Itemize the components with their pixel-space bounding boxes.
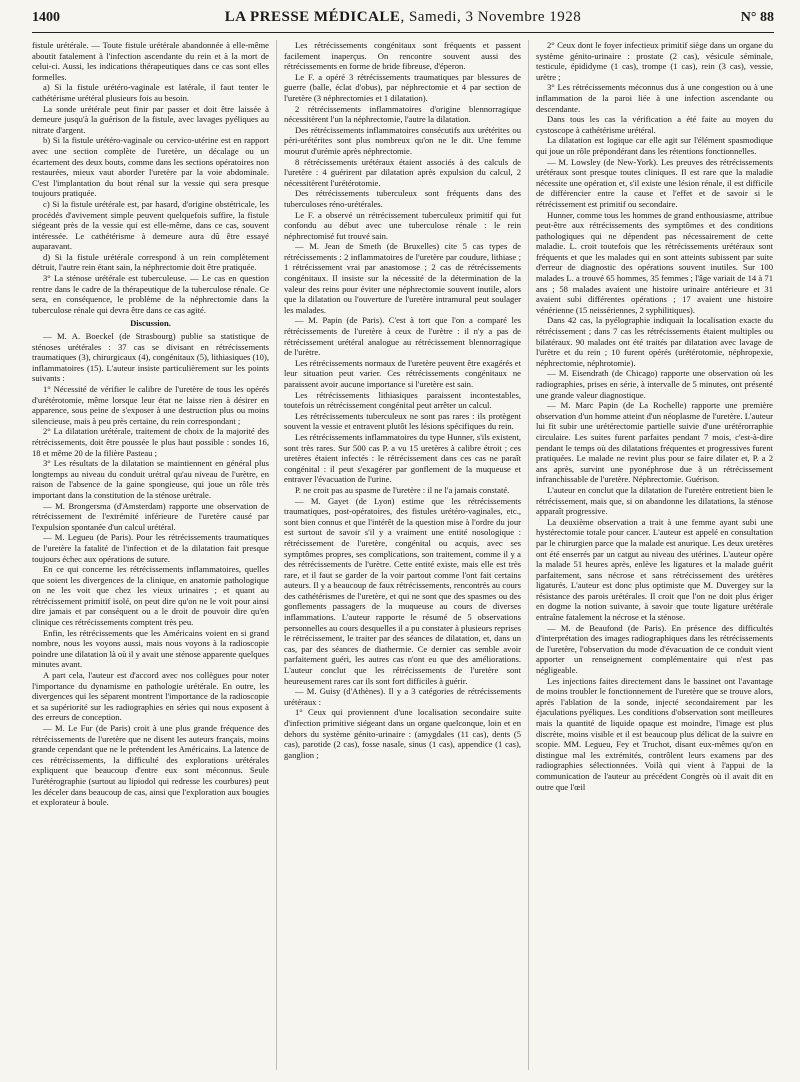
issue-date: , Samedi, 3 Novembre 1928 — [400, 9, 582, 25]
paragraph: Les rétrécissements lithiasiques paraissent incontestables, toutefois un rétrécissement congénital peut arrêter un calcul. — [284, 389, 521, 411]
paragraph: c) Si la fistule urétérale est, par hasard, d'origine obstétricale, les procédés d'avivement simple peuvent quelquefois suffire, la fistule siégeant près de la vessie qui est elle-même, dans ce cas, souvent intéressée. Le cathétérisme à demeure aura dû être essayé auparavant. — [32, 198, 269, 252]
paragraph: En ce qui concerne les rétrécissements inflammatoires, quelles que soient les divergences de la clinique, en anatomie pathologique on ne les voit que chez les vieux urinaires ; et quant au rétrécissement primitif isolé, on peut dire qu'on ne le voit pour ainsi dire jamais et par conséquent ou a le droit de pouvoir dire qu'en clinique ces rétrécissements comptent très peu. — [32, 564, 269, 628]
paragraph: — M. Le Fur (de Paris) croit à une plus grande fréquence des rétrécissements de l'uretère que ne disent les auteurs français, moins grande cependant que ne le prétendent les Américains. La latence de ces rétrécissements, la difficulté des explorations urétérales expliquent que beaucoup d'entre eux sont méconnus. Seule l'urétérographie (surtout au lipiodol qui redresse les courbures) peut les déceler dans beaucoup de cas, ainsi que l'exploration aux bougies et explorateur à boule. — [32, 723, 269, 808]
paragraph: — M. Legueu (de Paris). Pour les rétrécissements traumatiques de l'uretère la fatalité de l'infection et de la dilatation fait presque toujours échec aux opérations de suture. — [32, 532, 269, 564]
paragraph: L'auteur en conclut que la dilatation de l'uretère entretient bien le rétrécissement, mais que, si on abandonne les dilatations, la sténose apparaît progressive. — [536, 484, 773, 517]
paragraph: A part cela, l'auteur est d'accord avec nos collègues pour noter l'importance du dynamisme en pathologie urétérale. En outre, les divergences qui les séparent montrent l'importance de la radioscopie et sa supériorité sur les radiographies en séries qui nous exposent à des erreurs de conception. — [32, 670, 269, 723]
paragraph: — M. Marc Papin (de La Rochelle) rapporte une première observation d'un homme atteint d'un néoplasme de l'uretère. L'auteur lui fit subir une urétérectomie partielle suivie d'une urétérorraphie circulaire. Les suites furent parfaites pendant 7 mois, c'est-à-dire pendant le temps où des dilatations fréquentes et progressives furent pratiquées. Le malade ne revint plus pour se faire dilater et, P. a 2 ans après, survint une pyonéphrose due à un rétrécissement infranchissable de l'uretère. Néphrectomie. Guérison. — [536, 400, 773, 485]
paragraph: a) Si la fistule urétéro-vaginale est latérale, il faut tenter le cathétérisme urétéral plusieurs fois au besoin. — [32, 82, 269, 103]
text-column-2 — [284, 40, 521, 1076]
paragraph: — M. Papin (de Paris). C'est à tort que l'on a comparé les rétrécissements de l'uretère à ceux de l'urètre : il n'y a pas de rétrécissement urétéral analogue au rétrécissement blennorragique de l'urètre. — [284, 315, 521, 358]
page-number: 1400 — [32, 10, 60, 25]
paragraph: — M. Guisy (d'Athènes). Il y a 3 catégories de rétrécissements urétéraux : — [284, 686, 521, 707]
paragraph: Les rétrécissements normaux de l'uretère peuvent être exagérés et leur situation peut varier. Ces rétrécissements congénitaux ne paraissent avoir aucune importance si l'uretère est sain. — [284, 357, 521, 389]
paragraph: Hunner, comme tous les hommes de grand enthousiasme, attribue peut-être aux rétrécissements des symptômes et des conditions pathologiques qui ne dépendent pas nécessairement de cette maladie. L. croit toutefois que les rétrécissements urétéraux sont fréquents et que les malades qui en sont atteints subissent par suite d'erreur de diagnostic des opérations souvent inutiles. Sur 100 malades L. a trouvé 65 hommes, 35 femmes ; l'âge variait de 14 à 71 ans ; 58 malades avaient une histoire urinaire antérieure et 31 avaient subi différentes opérations ; 17 avaient une histoire vénérienne (15 neissériennes, 2 syphilitiques). — [536, 209, 773, 315]
page-header — [32, 6, 774, 33]
paragraph: — M. Brongersma (d'Amsterdam) rapporte une observation de rétrécissement de l'extrémité inférieure de l'uretère causé par l'expulsion spontanée d'un calcul urétéral. — [32, 500, 269, 532]
paragraph: La sonde urétérale peut finir par passer et doit être laissée à demeure jusqu'à la guérison de la fistule, avec lavages pyéliques au nitrate d'argent. — [32, 103, 269, 135]
paragraph: — M. Lowsley (de New-York). Les preuves des rétrécissements urétéraux sont presque toutes cliniques. Il est rare que la maladie nécessite une opération et, s'il existe une lésion rénale, il est difficile de différencier entre la cause et l'effet et de savoir si le rétrécissement est primitif ou secondaire. — [536, 156, 773, 209]
journal-name: LA PRESSE MÉDICALE — [224, 9, 401, 25]
paragraph: — M. Eisendrath (de Chicago) rapporte une observation où les radiographies, prises en série, à intervalle de 5 minutes, ont présenté une grande valeur diagnostique. — [536, 368, 773, 400]
paragraph: Enfin, les rétrécissements que les Américains voient en si grand nombre, nous les voyons aussi, mais nous voyons à la radioscopie poindre une dilatation là où il y avait une sténose apparente quelques minutes avant. — [32, 627, 269, 670]
paragraph: 3° Les rétrécissements méconnus dus à une congestion ou à une inflammation de la paroi liée à une infection ascendante ou descendante. — [536, 82, 773, 114]
paragraph: fistule urétérale. — Toute fistule urétérale abandonnée à elle-même aboutit fatalement à l'infection ascendante du rein et à la mort de celui-ci. Aussi, les indications thérapeutiques dans ce cas sont elles formelles. — [32, 40, 269, 82]
column-divider — [528, 40, 529, 1070]
paragraph: 1° Ceux qui proviennent d'une localisation secondaire suite d'infection primitive siégeant dans un organe quelconque, loin et en dehors du système génito-urinaire : (amygdales (11 cas), dents (5 cas), parotide (2 cas), fosse nasale, sinus (1 cas), appendice (1 cas), ganglion ; — [284, 707, 521, 760]
paragraph: 2 rétrécissements inflammatoires d'origine blennorragique nécessitèrent l'un la néphrectomie, l'autre la dilatation. — [284, 103, 521, 125]
paragraph: P. ne croit pas au spasme de l'uretère : il ne l'a jamais constaté. — [295, 484, 510, 495]
section-heading: Discussion. — [130, 318, 171, 329]
paragraph: Les rétrécissements tuberculeux ne sont pas rares : ils protègent souvent la vessie et entravent plutôt les lésions spécifiques du rein. — [284, 410, 521, 432]
paragraph: b) Si la fistule urétéro-vaginale ou cervico-utérine est en rapport avec une section complète de l'uretère, un décalage ou un écartement des deux bouts, comme dans les sections opératoires non restaurées, mieux vaut aborder l'uretère par la voie abdominale. C'est l'implantation du bout rénal sur la vessie qui sera presque toujours pratiquée. — [32, 135, 269, 199]
paragraph: 3° Les résultats de la dilatation se maintiennent en général plus longtemps au niveau du conduit urétral qu'au niveau de l'urètre, en raison de l'absence de la gaine spongieuse, qui joue un rôle très important dans la constitution de la sténose urétrale. — [32, 458, 269, 500]
text-column-1 — [32, 40, 269, 1076]
paragraph: Les rétrécissements congénitaux sont fréquents et passent facilement inaperçus. On rencontre souvent aussi des rétrécissements en forme de bride fibreuse, d'éperon. — [284, 40, 521, 72]
paragraph: 2° La dilatation urétérale, traitement de choix de la majorité des rétrécissements, doit être poussée le plus haut possible : sondes 16, 18 et même 20 de la filière Pasteau ; — [32, 426, 269, 458]
column-divider — [276, 40, 277, 1070]
paragraph: — M. A. Boeckel (de Strasbourg) publie sa statistique de sténoses urétérales : 37 cas se divisant en rétrécissements traumatiques (3), chirurgicaux (4), congénitaux (5), lithiasiques (10), inflammatoires (15). L'auteur insiste particulièrement sur les points suivants : — [32, 331, 269, 384]
paragraph: Des rétrécissements tuberculeux sont fréquents dans des tuberculoses réno-urétérales. — [284, 188, 521, 209]
paragraph: Les rétrécissements inflammatoires du type Hunner, s'ils existent, sont très rares. Sur 500 cas P. a vu 15 uretères à calibre étroit ; ces uretères étaient infectés : le rétrécissement dans ces cas ne paraît congénital : il peut s'exagérer par gonflement de la muqueuse et entraver l'évacuation de l'urine. — [284, 431, 521, 485]
issue-number: N° 88 — [740, 10, 774, 25]
paragraph: — M. Jean de Smeth (de Bruxelles) cite 5 cas types de rétrécissements : 2 inflammatoires de l'uretère par coudure, lithiase ; 1 rétrécissement vrai par anastomose ; 2 cas de rétrécissements congénitaux. Il insiste sur la nécessité de la détermination de la valeur des reins pour éviter une néphrectomie souvent inutile, alors que la dilatation ou l'ouverture de l'uretère intramural peut soulager les malades. — [284, 241, 521, 315]
paragraph: 8 rétrécissements urétéraux étaient associés à des calculs de l'uretère : 4 guérirent par dilatation après expulsion du calcul, 2 nécessitèrent l'urétérotomie. — [284, 156, 521, 188]
paragraph: La deuxième observation a trait à une femme ayant subi une hystérectomie totale pour cancer. L'auteur est appelé en consultation par le chirurgien parce que la malade est anurique. Les deux uretères ont été enserrés par un catgut au niveau des utérines. L'auteur opère la malade 51 heures après, enlève les ligatures et la malade guérit parfaitement, sans nécrose et sans rétrécissement des urétères ligaturés. L'auteur est donc plus optimiste que M. Duvergey sur la résistance des parois urétérales. Il croit que l'on ne doit plus ériger en dogme la notion suivante, à savoir que toute ligature urétérale entraîne fatalement la nécrose et la sténose. — [536, 516, 773, 623]
paragraph: Des rétrécissements inflammatoires consécutifs aux urétérites ou péri-urétérites sont plus nombreux qu'on ne le dit. Une femme mourut d'urémie après néphrectomie. — [284, 124, 521, 156]
text-column-3 — [536, 40, 773, 1076]
paragraph: La dilatation est logique car elle agit sur l'élément spasmodique qui joue un rôle prépondérant dans les rétentions fonctionnelles. — [536, 135, 773, 156]
paragraph: — M. de Beaufond (de Paris). En présence des difficultés d'interprétation des images radiographiques dans les rétrécissements de l'uretère, l'observation du mode d'évacuation de ce conduit vient apporter un renseignement complémentaire qui n'est pas négligeable. — [536, 622, 773, 676]
paragraph: Le F. a observé un rétrécissement tuberculeux primitif qui fut confondu au début avec une tuberculose rénale : le rein néphrectomisé fut trouvé sain. — [284, 209, 521, 241]
paragraph: Le F. a opéré 3 rétrécissements traumatiques par blessures de guerre (balle, éclat d'obus), par néphrectomie et 4 par section de l'uretère (3 néphrectomies et 1 dilatation). — [284, 71, 521, 103]
journal-title — [32, 9, 774, 26]
paragraph: 3° La sténose urétérale est tuberculeuse. — Le cas en question rentre dans le cadre de la thérapeutique de la tuberculose rénale. Ce sera, en conséquence, le problème de la néphrectomie dans la tuberculose rénale qui devra être dans ce cas agité. — [32, 273, 269, 315]
paragraph: Dans 42 cas, la pyélographie indiquait la localisation exacte du rétrécissement ; dans 7 cas les rétrécissements étaient multiples ou bilatéraux. 90 malades ont été traités par dilatation avec lavage de l'urètre et du rein ; 10 furent opérés (urétérotomie, néphropexie, néphrectomie, néphrotomie). — [536, 315, 773, 368]
paragraph: — M. Gayet (de Lyon) estime que les rétrécissements traumatiques, post-opératoires, des fistules urétéro-vaginales, etc., sont bien connus et que l'intérêt de la question mise à l'ordre du jour est surtout de savoir s'il y a vraiment une entité nosologique : rétrécissement de l'uretère, congénital ou acquis, avec ses symptômes propres, ses complications, son traitement, comme il y a des rétrécissements de l'urètre. Cette entité existe, mais elle est très rare, et il faut se garder de la voir partout comme l'ont fait certains auteurs. Il y a beaucoup de faux rétrécissements, rencontrés au cours des cathétérismes de l'uretère, et qui ne sont que des spasmes ou des gonflements passagers de la muqueuse au cours de diverses inflammations. L'auteur rapporte le résumé de 5 observations personnelles au cours desquelles il a pu constater à plusieurs reprises le rétrécissement, le traiter par des séances de dilatation, et, dans un cas, par des séances de diathermie. Ce dernier cas semble avoir parfaitement guéri, les autres cas n'ont eu que des améliorations. L'auteur conclut que les rétrécissements de l'uretère sont heureusement rares car ils sont fort difficiles à guérir. — [284, 495, 521, 686]
paragraph: d) Si la fistule urétérale correspond à un rein complètement détruit, l'autre rein étant sain, la néphrectomie doit être pratiquée. — [32, 251, 269, 273]
paragraph: Les injections faites directement dans le bassinet ont l'avantage de moins troubler le fonctionnement de l'uretère que se trouve alors, après l'ablation de la sonde, injecté secondairement par les éjaculations pyéliques. Les conditions d'observation sont meilleures mais la quantité de liquide opaque est moindre, l'image est plus discrète, moins visible et il est beaucoup plus délicat de la suivre en scopie. MM. Legueu, Fey et Truchot, disant eux-mêmes qu'on en distingue mal les extrémités, contrôlent leurs examens par des radiographies sélectionnées. Voilà qui vient à l'appui de la communication de l'auteur au précédent Congrès où il avait dit en outre que l'œil — [536, 675, 773, 792]
paragraph: Dans tous les cas la vérification a été faite au moyen du cystoscope à cathétérisme urétéral. — [536, 114, 773, 135]
paragraph: 1° Nécessité de vérifier le calibre de l'uretère de tous les opérés d'urétérotomie, même lorsque leur état ne laisse rien à désirer en apparence, sous peine de s'exposer à une destruction plus ou moins silencieuse, mais à peu près certaine, du rein correspondant ; — [32, 384, 269, 426]
paragraph: 2° Ceux dont le foyer infectieux primitif siège dans un organe du système génito-urinaire : prostate (2 cas), vésicule séminale, testicule, épididyme (1 cas), trompe (1 cas), rein (3 cas), vessie, urètre ; — [536, 40, 773, 82]
